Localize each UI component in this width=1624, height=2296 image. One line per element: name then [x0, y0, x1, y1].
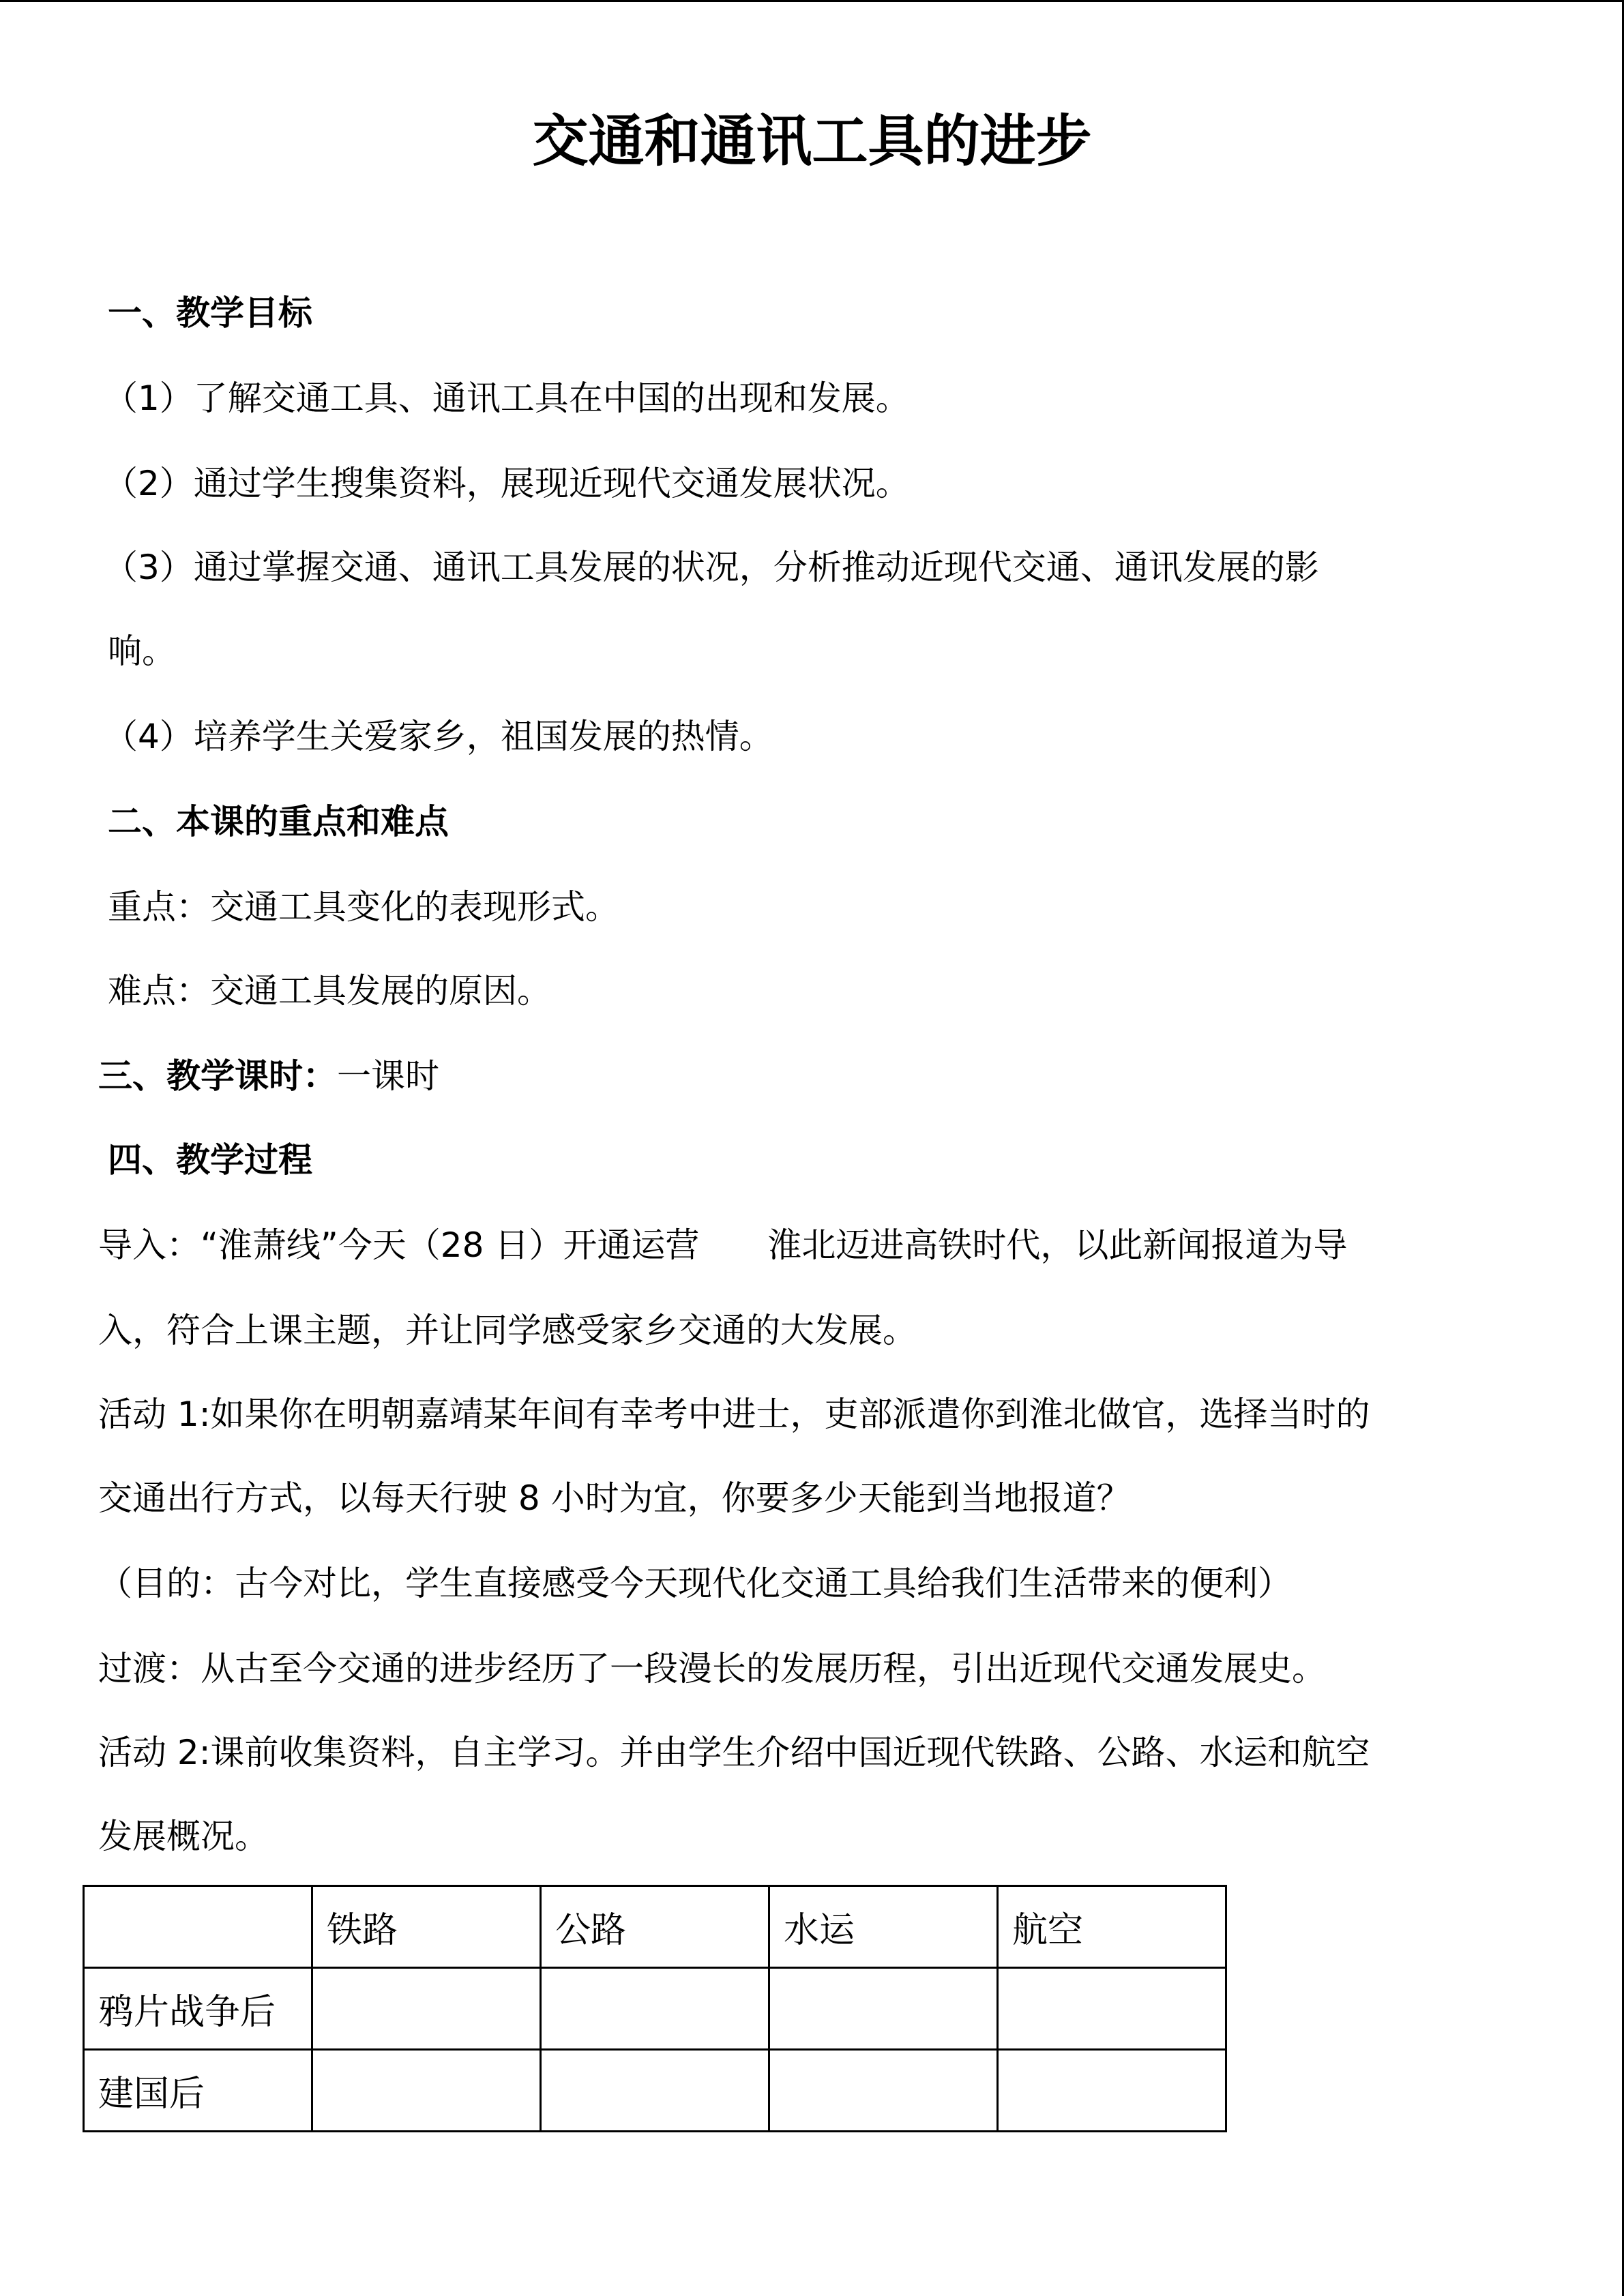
table-cell	[312, 2050, 541, 2132]
process-line: （目的：古今对比，学生直接感受今天现代化交通工具给我们生活带来的便利）	[98, 1564, 1292, 1603]
objective-item-continued: 响。	[108, 631, 176, 671]
objective-item: （4）培养学生关爱家乡，祖国发展的热情。	[104, 717, 773, 756]
process-line: 活动 1:如果你在明朝嘉靖某年间有幸考中进士，吏部派遣你到淮北做官，选择当时的	[98, 1395, 1370, 1434]
objective-item: （1）了解交通工具、通讯工具在中国的出现和发展。	[104, 378, 910, 418]
table-row-label: 建国后	[84, 2050, 312, 2132]
objective-item: （2）通过学生搜集资料，展现近现代交通发展状况。	[104, 464, 910, 503]
objective-item: （3）通过掌握交通、通讯工具发展的状况，分析推动近现代交通、通讯发展的影	[104, 548, 1319, 587]
process-line: 交通出行方式，以每天行驶 8 小时为宜，你要多少天能到当地报道？	[98, 1478, 1131, 1518]
difficult-point: 难点：交通工具发展的原因。	[108, 971, 551, 1011]
key-point: 重点：交通工具变化的表现形式。	[108, 887, 619, 927]
table-header-cell	[84, 1886, 312, 1968]
process-line: 过渡：从古至今交通的进步经历了一段漫长的发展历程，引出近现代交通发展史。	[98, 1649, 1326, 1688]
table-header-cell: 铁路	[312, 1886, 541, 1968]
table-cell	[998, 2050, 1226, 2132]
section-heading-key-points: 二、本课的重点和难点	[108, 802, 449, 841]
class-hours-label: 三、教学课时：	[98, 1056, 337, 1096]
table-cell	[769, 2050, 998, 2132]
transport-development-table	[83, 1885, 1227, 2132]
table-cell	[769, 1968, 998, 2050]
section-heading-objectives: 一、教学目标	[108, 293, 312, 333]
table-header-cell: 航空	[998, 1886, 1226, 1968]
table-cell	[541, 2050, 769, 2132]
table-cell	[998, 1968, 1226, 2050]
table-row	[84, 2050, 1226, 2132]
page-title: 交通和通讯工具的进步	[532, 108, 1092, 174]
section-heading-class-hours	[98, 1052, 439, 1100]
table-header-cell: 水运	[769, 1886, 998, 1968]
table-cell	[541, 1968, 769, 2050]
table-header-row	[84, 1886, 1226, 1968]
process-line: 入，符合上课主题，并让同学感受家乡交通的大发展。	[98, 1311, 917, 1350]
process-line: 活动 2:课前收集资料，自主学习。并由学生介绍中国近现代铁路、公路、水运和航空	[98, 1733, 1370, 1772]
table-row-label: 鸦片战争后	[84, 1968, 312, 2050]
section-heading-process: 四、教学过程	[108, 1140, 312, 1180]
table-header-cell: 公路	[541, 1886, 769, 1968]
table-cell	[312, 1968, 541, 2050]
process-line: 导入：“淮萧线”今天（28 日）开通运营 淮北迈进高铁时代，以此新闻报道为导	[98, 1225, 1348, 1265]
process-line: 发展概况。	[98, 1817, 269, 1856]
table-row	[84, 1968, 1226, 2050]
class-hours-value: 一课时	[337, 1056, 439, 1096]
